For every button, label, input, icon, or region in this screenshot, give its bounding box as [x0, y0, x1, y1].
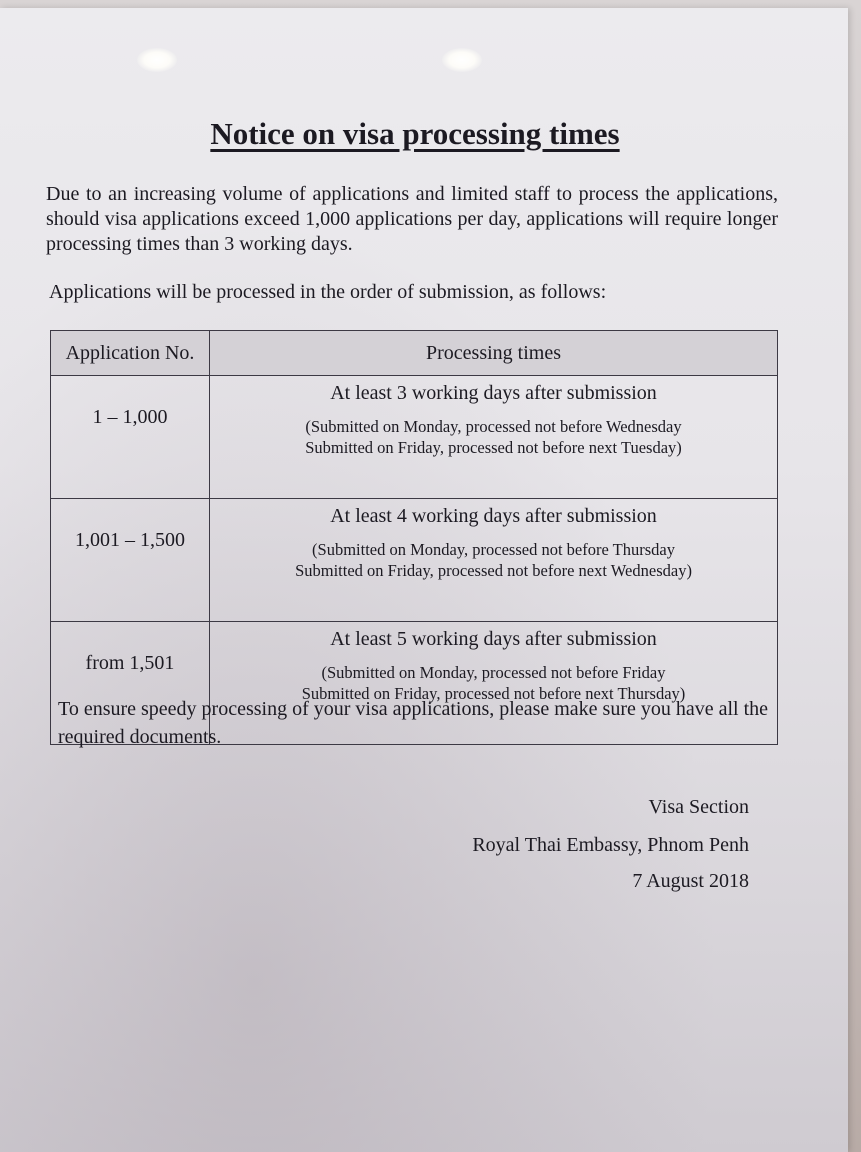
- processing-detail-friday: Submitted on Friday, processed not before next Tuesday): [305, 438, 682, 457]
- processing-detail-friday: Submitted on Friday, processed not before next Wednesday): [295, 561, 692, 580]
- signature-date: 7 August 2018: [632, 870, 749, 892]
- processing-detail-monday: (Submitted on Monday, processed not before Thursday: [312, 540, 675, 559]
- ceiling-light-reflection: [442, 48, 482, 72]
- processing-times-table: [50, 330, 778, 745]
- signature-embassy: Royal Thai Embassy, Phnom Penh: [472, 834, 749, 856]
- processing-cell: [210, 376, 778, 499]
- application-range: from 1,501: [51, 622, 210, 745]
- processing-main: At least 4 working days after submission: [330, 505, 657, 527]
- header-application-no: Application No.: [51, 331, 210, 376]
- processing-detail: [210, 416, 777, 458]
- application-range: 1 – 1,000: [51, 376, 210, 499]
- processing-cell: [210, 499, 778, 622]
- processing-detail-monday: (Submitted on Monday, processed not before Friday: [321, 663, 666, 682]
- intro-paragraph: Due to an increasing volume of applications and limited staff to process the applications, should visa applications exceed 1,000 applications per day, applications will require longer processing times than 3 working days.: [46, 183, 778, 255]
- table-row: [51, 499, 778, 622]
- processing-main: At least 3 working days after submission: [330, 382, 657, 404]
- header-processing-times: Processing times: [210, 331, 778, 376]
- notice-paper: [0, 8, 848, 1152]
- table-header-row: [51, 331, 778, 376]
- signature-section: Visa Section: [648, 796, 749, 818]
- processing-main: At least 5 working days after submission: [330, 628, 657, 650]
- order-paragraph: Applications will be processed in the order of submission, as follows:: [49, 281, 607, 303]
- notice-title: Notice on visa processing times: [210, 116, 620, 151]
- closing-paragraph: To ensure speedy processing of your visa applications, please make sure you have all the required documents.: [58, 698, 769, 748]
- table-row: [51, 376, 778, 499]
- processing-detail: [210, 539, 777, 581]
- processing-detail-friday: Submitted on Friday, processed not before next Thursday): [301, 684, 686, 703]
- ceiling-light-reflection: [137, 48, 177, 72]
- application-range: 1,001 – 1,500: [51, 499, 210, 622]
- processing-detail-monday: (Submitted on Monday, processed not before Wednesday: [305, 417, 682, 436]
